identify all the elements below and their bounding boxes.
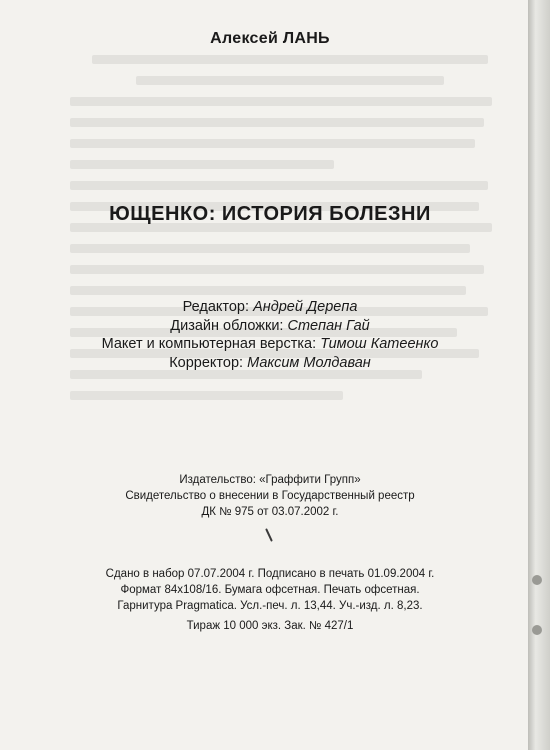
registry-number: ДК № 975 от 03.07.2002 г. xyxy=(201,506,339,518)
publisher-block xyxy=(0,472,528,520)
credit-role: Дизайн обложки: xyxy=(170,317,284,334)
credit-role: Корректор: xyxy=(169,354,244,371)
page-edge xyxy=(528,0,550,750)
print-format: Формат 84х108/16. Бумага офсетная. Печать офсетная. xyxy=(120,584,420,596)
print-dates: Сдано в набор 07.07.2004 г. Подписано в печать 01.09.2004 г. xyxy=(105,568,435,580)
credit-name: Максим Молдаван xyxy=(247,354,371,371)
print-info-block xyxy=(0,566,528,634)
credit-name: Андрей Дерепа xyxy=(253,299,358,315)
author-name: Алексей ЛАНЬ xyxy=(210,30,330,47)
credit-cover-design xyxy=(0,317,528,336)
credit-layout xyxy=(0,335,528,354)
ink-mark xyxy=(265,528,273,542)
credit-name: Тимош Катеенко xyxy=(320,336,439,352)
credit-name: Степан Гай xyxy=(287,317,370,334)
credit-editor xyxy=(0,298,528,317)
credit-role: Макет и компьютерная верстка: xyxy=(101,336,317,352)
print-circulation: Тираж 10 000 экз. Зак. № 427/1 xyxy=(186,620,354,632)
binder-hole xyxy=(532,625,542,635)
binder-hole xyxy=(532,575,542,585)
book-title: ЮЩЕНКО: ИСТОРИЯ БОЛЕЗНИ xyxy=(109,203,431,225)
credit-proofreader xyxy=(0,354,528,373)
credit-role: Редактор: xyxy=(182,299,250,315)
credits-block xyxy=(0,298,528,372)
publisher-name: Издательство: «Граффити Групп» xyxy=(179,474,361,486)
registry-certificate: Свидетельство о внесении в Государственный реестр xyxy=(125,490,415,502)
print-typeface: Гарнитура Pragmatica. Усл.-печ. л. 13,44. Уч.-изд. л. 8,23. xyxy=(117,600,423,612)
